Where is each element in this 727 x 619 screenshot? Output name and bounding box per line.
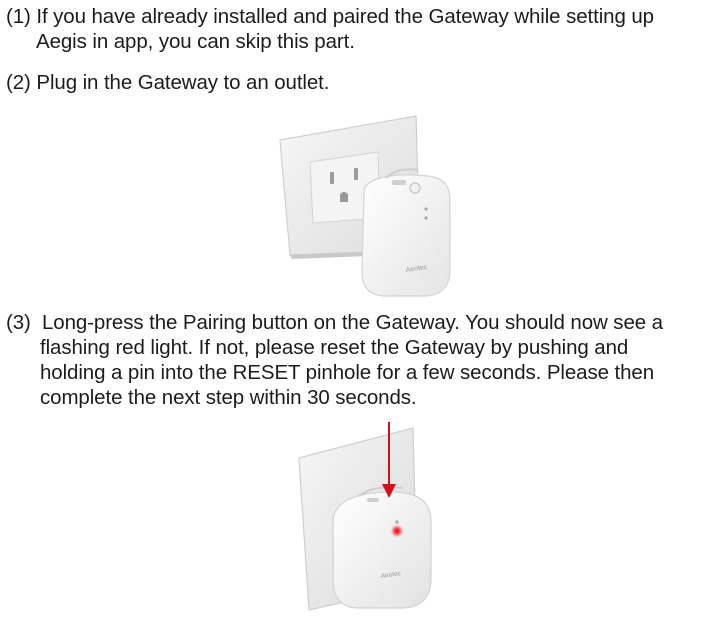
device-brand-label: Aeotec (405, 264, 428, 274)
step-3-line-4: complete the next step within 30 seconds. (40, 386, 417, 409)
step-3 (6, 310, 663, 410)
step-2-number: (2) (6, 71, 31, 94)
gateway-pairing-illustration (293, 418, 438, 614)
step-1-line-1 (6, 4, 654, 29)
step-3-text-1: Long-press the Pairing button on the Gateway. You should now see a (41, 311, 663, 334)
step-3-line-1 (6, 310, 663, 335)
step-3-line-2: flashing red light. If not, please reset the Gateway by pushing and (40, 336, 629, 359)
step-3-number: (3) (6, 311, 31, 334)
step-2 (6, 70, 329, 95)
step-1-line-2: Aegis in app, you can skip this part. (36, 30, 355, 53)
step-1-number: (1) (6, 5, 31, 28)
step-3-line-3: holding a pin into the RESET pinhole for a few seconds. Please then (40, 361, 655, 384)
device-brand-label-2: Aeotec (380, 570, 402, 580)
gateway-plugged-illustration (268, 110, 468, 305)
step-2-line-1 (6, 70, 329, 95)
step-1 (6, 4, 654, 54)
step-1-text-1: If you have already installed and paired the Gateway while setting up (36, 5, 654, 28)
step-2-text-1: Plug in the Gateway to an outlet. (36, 71, 330, 94)
